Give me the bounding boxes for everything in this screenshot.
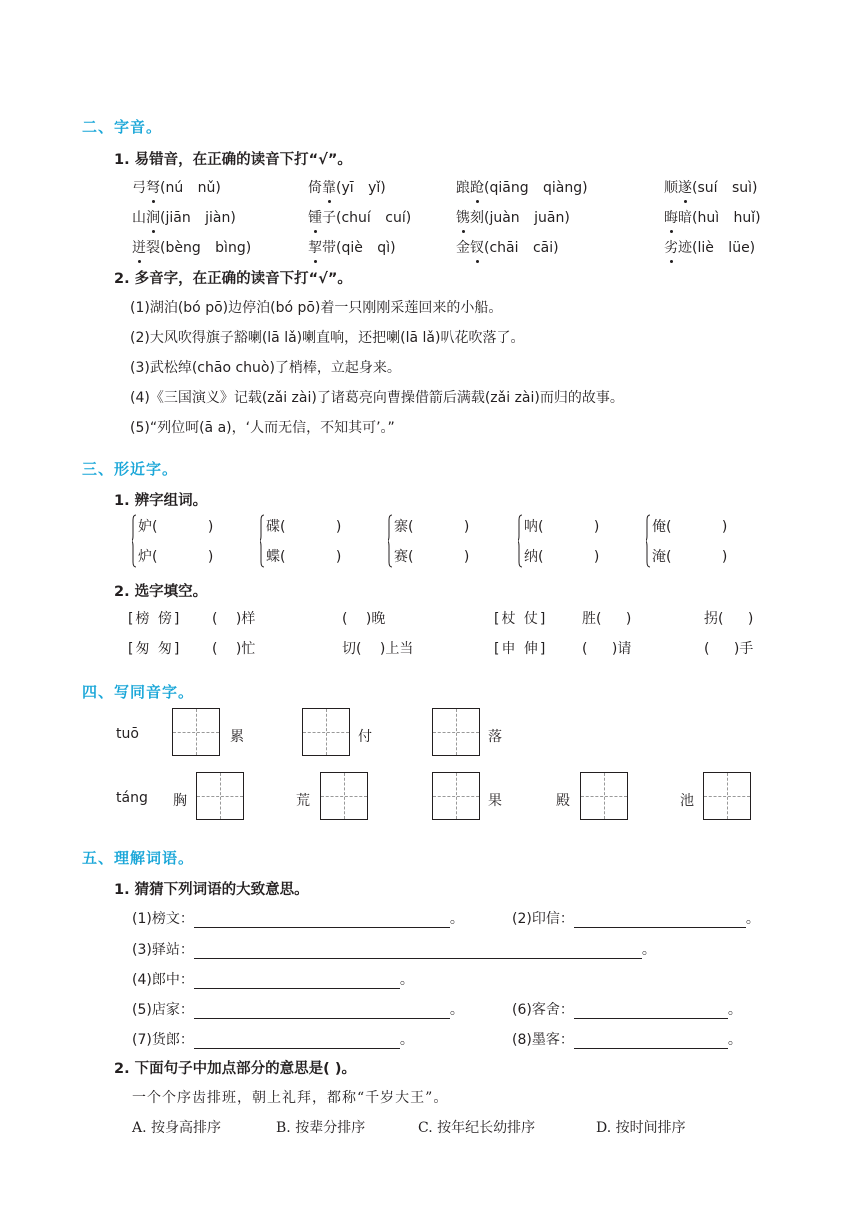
polyphone-line-5: (5)“列位呵(ā a)，‘人而无信，不知其可’。” [130, 420, 395, 436]
example-sentence: 一个个序齿排班，朝上礼拜，都称“千岁大王”。 [132, 1090, 449, 1106]
writing-box[interactable] [580, 772, 628, 820]
term-6: (6)客舍： 。 [512, 1002, 742, 1018]
pair-word: 俺( ) [652, 519, 728, 535]
word-pair [138, 512, 213, 572]
pair-word: 寨( ) [394, 519, 470, 535]
fill-blank: ( )请 [582, 641, 632, 657]
pronunciation-item: 迸裂(bèng bìng) [132, 237, 251, 257]
brace-icon [518, 514, 523, 568]
pinyin-tuo: tuō [116, 726, 139, 742]
word-pair [524, 512, 599, 572]
char-chi: 池 [680, 793, 694, 809]
pronunciation-item: 踉跄(qiāng qiàng) [456, 177, 588, 197]
pronunciation-item: 挈带(qiè qì) [308, 237, 396, 257]
pronunciation-item: 顺遂(suí suì) [664, 177, 758, 197]
term-8: (8)墨客： 。 [512, 1032, 742, 1048]
fill-blank: ( )手 [704, 641, 754, 657]
writing-box[interactable] [432, 772, 480, 820]
char-guo: 果 [488, 793, 502, 809]
fill-blank: 切( )上当 [342, 641, 414, 657]
answer-line[interactable] [194, 1004, 450, 1019]
section-2-title: 二、字音。 [82, 118, 163, 136]
pair-word: 炉( ) [138, 549, 214, 565]
char-xiong: 胸 [173, 793, 187, 809]
pronunciation-item: 晦暗(huì huǐ) [664, 207, 761, 227]
option-d[interactable]: D. 按时间排序 [596, 1120, 686, 1136]
option-a[interactable]: A. 按身高排序 [132, 1120, 222, 1136]
pair-word: 妒( ) [138, 519, 214, 535]
char-lei: 累 [230, 729, 244, 745]
pair-word: 赛( ) [394, 549, 470, 565]
section-4-title: 四、写同音字。 [82, 683, 195, 701]
char-dian: 殿 [556, 793, 570, 809]
fill-blank: ( )样 [212, 611, 256, 627]
pronunciation-item: 倚靠(yī yǐ) [308, 177, 386, 197]
pair-word: 碟( ) [266, 519, 342, 535]
pronunciation-item: 金钗(chāi cāi) [456, 237, 559, 257]
pronunciation-item: 弓弩(nú nǔ) [132, 177, 221, 197]
brace-icon [260, 514, 265, 568]
fill-blank: ( )晚 [342, 611, 386, 627]
char-fu: 付 [358, 729, 372, 745]
polyphone-line-2: (2)大风吹得旗子豁喇(lā lǎ)喇直响，还把喇(lā lǎ)叭花吹落了。 [130, 330, 525, 346]
polyphone-line-3: (3)武松绰(chāo chuò)了梢棒，立起身来。 [130, 360, 401, 376]
fill-choice: [申 伸] [494, 641, 548, 657]
q5-2-instruction: 2. 下面句子中加点部分的意思是( )。 [114, 1061, 356, 1077]
fill-blank: ( )忙 [212, 641, 256, 657]
fill-choice: [匆 匆] [128, 641, 182, 657]
brace-icon [132, 514, 137, 568]
writing-box[interactable] [703, 772, 751, 820]
pair-word: 蝶( ) [266, 549, 342, 565]
pronunciation-item: 镌刻(juàn juān) [456, 207, 570, 227]
pinyin-tang: táng [116, 790, 148, 806]
answer-line[interactable] [574, 913, 746, 928]
brace-icon [388, 514, 393, 568]
fill-choice: [榜 傍] [128, 611, 182, 627]
q2-2-instruction: 2. 多音字，在正确的读音下打“√”。 [114, 271, 352, 287]
pronunciation-item: 劣迹(liè lüe) [664, 237, 755, 257]
option-b[interactable]: B. 按辈分排序 [276, 1120, 366, 1136]
answer-line[interactable] [194, 913, 450, 928]
answer-line[interactable] [194, 974, 400, 989]
answer-line[interactable] [194, 1034, 400, 1049]
option-c[interactable]: C. 按年纪长幼排序 [418, 1120, 536, 1136]
char-huang: 荒 [296, 793, 310, 809]
brace-icon [646, 514, 651, 568]
fill-blank: 胜( ) [582, 611, 632, 627]
writing-box[interactable] [320, 772, 368, 820]
pronunciation-item: 山涧(jiān jiàn) [132, 207, 236, 227]
pair-word: 呐( ) [524, 519, 600, 535]
pair-word: 淹( ) [652, 549, 728, 565]
writing-box[interactable] [432, 708, 480, 756]
q5-1-instruction: 1. 猜猜下列词语的大致意思。 [114, 882, 309, 898]
fill-blank: 拐( ) [704, 611, 754, 627]
writing-box[interactable] [196, 772, 244, 820]
word-pair [394, 512, 469, 572]
writing-box[interactable] [302, 708, 350, 756]
answer-line[interactable] [574, 1034, 728, 1049]
term-5: (5)店家： 。 [132, 1002, 464, 1018]
polyphone-line-4: (4)《三国演义》记载(zǎi zài)了诸葛亮向曹操借箭后满载(zǎi zài)而归的故事。 [130, 390, 624, 406]
fill-choice: [杖 仗] [494, 611, 548, 627]
q2-1-instruction: 1. 易错音，在正确的读音下打“√”。 [114, 152, 352, 168]
answer-line[interactable] [194, 944, 642, 959]
q3-2-instruction: 2. 选字填空。 [114, 584, 208, 600]
section-3-title: 三、形近字。 [82, 460, 179, 478]
answer-line[interactable] [574, 1004, 728, 1019]
term-1: (1)榜文： 。 [132, 911, 464, 927]
writing-box[interactable] [172, 708, 220, 756]
section-5-title: 五、理解词语。 [82, 849, 195, 867]
word-pair [266, 512, 341, 572]
term-2: (2)印信： 。 [512, 911, 760, 927]
char-luo: 落 [488, 729, 502, 745]
polyphone-line-1: (1)湖泊(bó pō)边停泊(bó pō)着一只刚刚采莲回来的小船。 [130, 300, 503, 316]
pronunciation-item: 锺子(chuí cuí) [308, 207, 411, 227]
word-pair [652, 512, 727, 572]
term-4: (4)郎中： 。 [132, 972, 414, 988]
pair-word: 纳( ) [524, 549, 600, 565]
q3-1-instruction: 1. 辨字组词。 [114, 493, 208, 509]
term-3: (3)驿站： 。 [132, 942, 656, 958]
term-7: (7)货郎： 。 [132, 1032, 414, 1048]
